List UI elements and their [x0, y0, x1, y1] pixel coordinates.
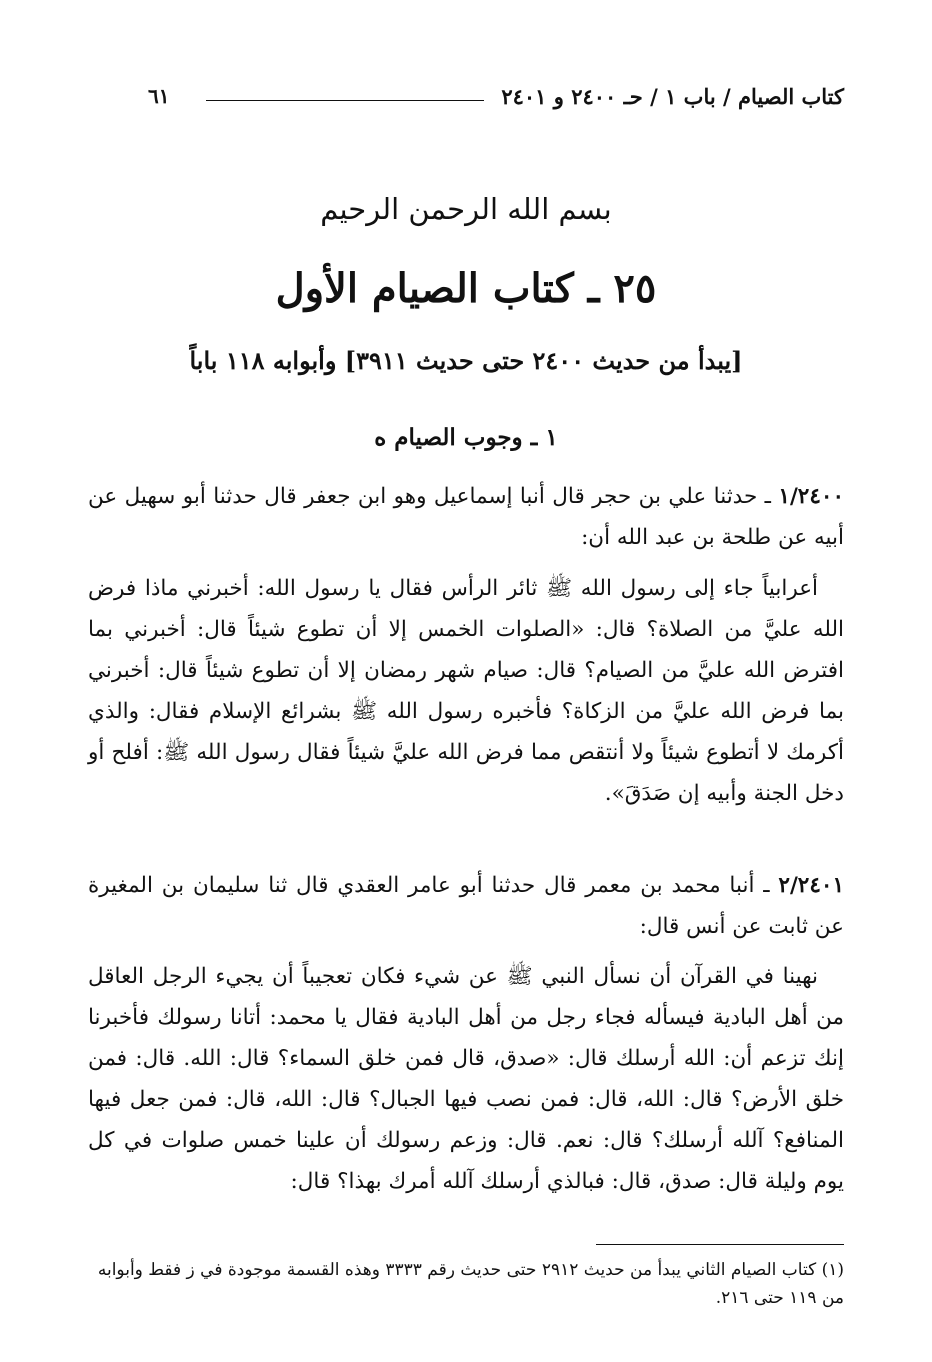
running-title: كتاب الصيام / باب ١ / حـ ٢٤٠٠ و ٢٤٠١ [501, 84, 844, 109]
chapter-title: ١ ـ وجوب الصيام ه [374, 424, 558, 451]
hadith-2-isnad [88, 865, 844, 949]
hadith-1-matn: أعرابياً جاء إلى رسول الله ﷺ ثائر الرأس فقال يا رسول الله: أخبرني ماذا فرض الله عليَّ من الصلاة؟ قال: «الصلوات الخمس إلا أن تطوع شيئاً قال: أخبرني بما افترض الله عليَّ من الصيام؟ قال: صيام شهر رمضان إلا أن تطوع شيئاً قال: أخبرني بما فرض الله عليَّ من الزكاة؟ فأخبره رسول الله ﷺ بشرائع الإسلام فقال: والذي أكرمك لا أتطوع شيئاً ولا أنتقص مما فرض الله عليَّ شيئاً فقال رسول الله ﷺ: أفلح أو دخل الجنة وأبيه إن صَدَقَ». [88, 576, 844, 806]
book-range: [يبدأ من حديث ٢٤٠٠ حتى حديث ٣٩١١] وأبوابه ١١٨ باباً [189, 346, 743, 375]
footnote: (١) كتاب الصيام الثاني يبدأ من حديث ٢٩١٢ حتى حديث رقم ٣٣٣٣ وهذه القسمة موجودة في ز فقط وأبوابه من ١١٩ حتى ٢١٦. [97, 1260, 844, 1308]
page-number: ٦١ [148, 84, 170, 108]
header-rule [206, 100, 484, 101]
book-title: ٢٥ ـ كتاب الصيام الأول [275, 265, 657, 312]
hadith-2-matn: نهينا في القرآن أن نسأل النبي ﷺ عن شيء فكان تعجيباً أن يجيء الرجل العاقل من أهل البادية فيسأله فجاء رجل من أهل البادية فقال يا محمد: أتانا رسولك فأخبرنا إنك تزعم أن: الله أرسلك قال: «صدق، قال فمن خلق السماء؟ قال: الله. قال: فمن خلق الأرض؟ قال: الله، قال: فمن نصب فيها الجبال؟ قال: الله، قال: فمن جعل فيها المنافع؟ آلله أرسلك؟ قال: نعم. قال: وزعم رسولك أن علينا خمس صلوات في كل يوم وليلة قال: صدق، قال: فبالذي أرسلك آلله أمرك بهذا؟ قال: [88, 964, 844, 1194]
basmala: بسم الله الرحمن الرحيم [320, 192, 612, 226]
hadith-1-number: ١/٢٤٠٠ [778, 484, 844, 509]
hadith-2-number: ٢/٢٤٠١ [778, 873, 844, 898]
running-header [88, 84, 844, 114]
hadith-2-isnad-text: ـ أنبا محمد بن معمر قال حدثنا أبو عامر العقدي قال ثنا سليمان بن المغيرة عن ثابت عن أنس قال: [88, 873, 844, 939]
hadith-1-isnad [88, 476, 844, 560]
hadith-1-isnad-text: ـ حدثنا علي بن حجر قال أنبا إسماعيل وهو ابن جعفر قال حدثنا أبو سهيل عن أبيه عن طلحة بن عبد الله أن: [88, 484, 844, 550]
footnote-rule [596, 1244, 844, 1245]
